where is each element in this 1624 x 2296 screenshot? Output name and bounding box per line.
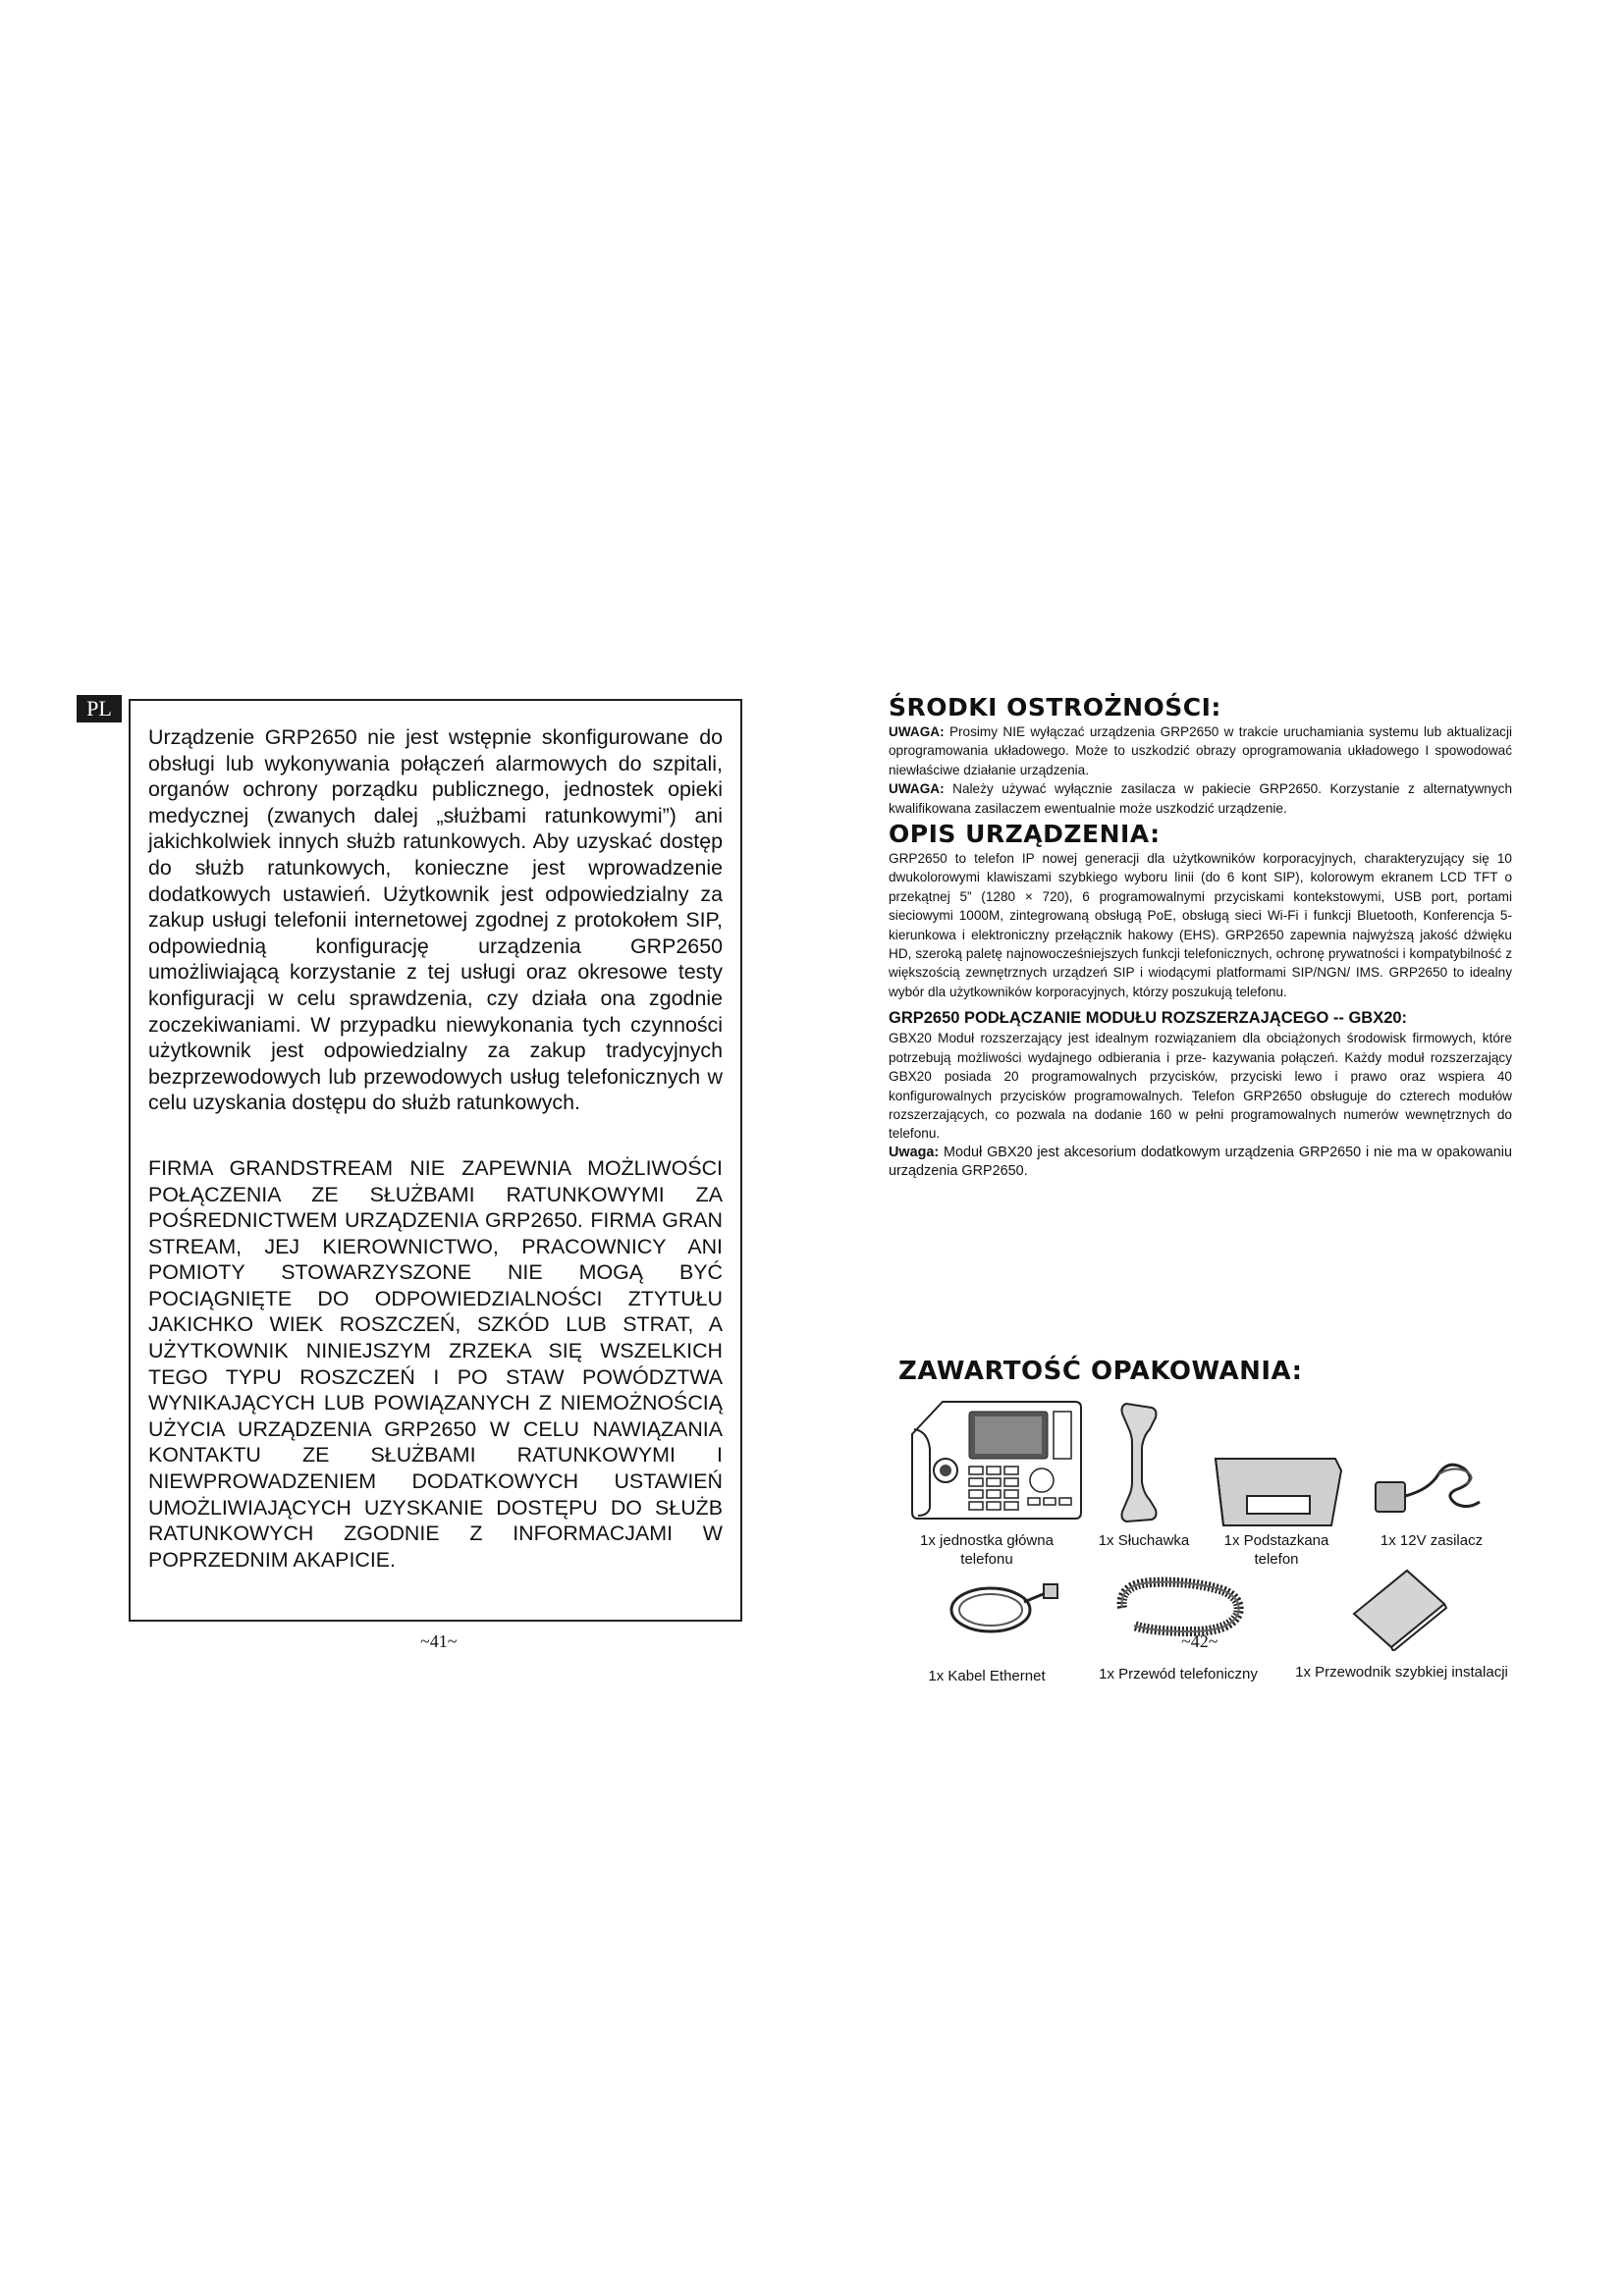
power-adapter-icon: [1370, 1451, 1488, 1525]
device-description-text: GRP2650 to telefon IP nowej generacji dla użytkowników korporacyjnych, charakteryzujący się 10 dwukolorowymi klawiszami szybkiego wyboru linii (do 6 kont SIP), kolorowym ekranem LCD TFT o przekątnej 5” (1280 × 720), 6 programowalnymi przyciskami kontekstowymi, USB port, portami sieciowymi 1000M, zintegrowaną obsługą PoE, obsługą sieci Wi-Fi i funkcji Bluetooth, Konferencja 5-kierunkowa i elektroniczny przełącznik hakowy (EHS). GRP2650 zapewnia najwyższą jakość dźwięku HD, szeroką paletę najnowocześniejszych funkcji telefonicznych, ochronę prywatności i kompatybilność z większością zewnętrznych urządzeń SIP i wiodącymi platformami SIP/NGN/ IMS. GRP2650 to idealny wybór dla użytkowników korporacyjnych, którzy poszukują telefonu.: [889, 851, 1512, 999]
package-item-caption: 1x Kabel Ethernet: [928, 1668, 1046, 1684]
expansion-module-text: GBX20 Moduł rozszerzający jest idealnym rozwiązaniem dla obciążonych środowisk firmowych, które potrzebują możliwości wydajnego odbierania i prze- kazywania połączeń. Każdy moduł rozszerzający GBX20 posiada 20 programowalnych przycisków, przyciski lewo i prawo oraz wspiera 40 konfigurowalnych przycisków programowalnych. Telefon GRP2650 obsługuje do czterech modułów rozszerzających, co pozwala na dodanie 160 w pełni programowalnych numerów wewnętrznych do telefonu.: [889, 1031, 1512, 1142]
package-item-caption: 1x Słuchawka: [1098, 1532, 1190, 1549]
phone-cord-icon: [1112, 1575, 1250, 1639]
package-item-caption: 1x Podstazkana telefon: [1223, 1532, 1329, 1568]
precaution-warning-1: [889, 722, 1512, 779]
expansion-module-title: GRP2650 PODŁĄCZANIE MODUŁU ROZSZERZAJĄCEGO -- GBX20:: [889, 1009, 1408, 1028]
emergency-notice-box: [129, 699, 742, 1622]
phone-unit-icon: [908, 1400, 1085, 1522]
package-item-caption: 1x jednostka główna telefonu: [920, 1532, 1054, 1568]
emergency-notice-paragraph: Urządzenie GRP2650 nie jest wstępnie skonfigurowane do obsługi lub wykonywania połączeń alarmowych do szpitali, organów ochrony porządku publicznego, jednostek opieki medycznej (zwanych dalej „służbami ratunkowymi”) ani jakichkolwiek innych służb ratunkowych. Aby uzyskać dostęp do służb ratunkowych, konieczne jest wprowadzenie dodatkowych ustawień. Użytkownik jest odpowiedzialny za zakup usługi telefonii internetowej zgodnej z protokołem SIP, odpowiednią konfigurację urządzenia GRP2650 umożliwiającą korzystanie z tej usługi oraz okresowe testy konfiguracji w celu sprawdzenia, czy działa ona zgodnie zoczekiwaniami. W przypadku niewykonania tych czynności użytkownik jest odpowiedzialny za zakup tradycyjnych bezprzewodowych lub przewodowych usług telefonicznych w celu uzyskania dostępu do służb ratunkowych.: [148, 725, 723, 1115]
package-contents-title: ZAWARTOŚĆ OPAKOWANIA:: [898, 1357, 1303, 1386]
handset-icon: [1112, 1400, 1167, 1525]
liability-disclaimer-paragraph: FIRMA GRANDSTREAM NIE ZAPEWNIA MOŻLIWOŚCI POŁĄCZENIA ZE SŁUŻBAMI RATUNKOWYMI ZA POŚREDNICTWEM URZĄDZENIA GRP2650. FIRMA GRAN STREAM, JEJ KIEROWNICTWO, PRACOWNICY ANI POMIOTY STOWARZYSZONE NIE MOGĄ BYĆ POCIĄGNIĘTE DO ODPOWIEDZIALNOŚCI ZTYTUŁU JAKICHKO WIEK ROSZCZEŃ, SZKÓD LUB STRAT, A UŻYTKOWNIK NINIEJSZYM ZRZEKA SIĘ WSZELKICH TEGO TYPU ROSZCZEŃ I PO STAW POWÓDZTWA WYNIKAJĄCYCH LUB POWIĄZANYCH Z NIEMOŻNOŚCIĄ UŻYCIA URZĄDZENIA GRP2650 W CELU NAWIĄZANIA KONTAKTU ZE SŁUŻBAMI RATUNKOWYMI I NIEWPROWADZENIEM DODATKOWYCH USTAWIEŃ UMOŻLIWIAJĄCYCH UZYSKANIE DOSTĘPU DO SŁUŻB RATUNKOWYCH ZGODNIE Z INFORMACJAMI W POPRZEDNIM AKAPICIE.: [148, 1155, 723, 1572]
warning-text: Prosimy NIE wyłączać urządzenia GRP2650 w trakcie uruchamiania systemu lub aktualizacji oprogramowania układowego. Może to uszkodzić obrazy oprogramowania układowego I spowodować niewłaściwe działanie urządzenia.: [889, 724, 1512, 777]
phone-stand-icon: [1210, 1453, 1347, 1529]
precaution-warning-2: [889, 779, 1512, 818]
warning-label: UWAGA:: [889, 724, 945, 739]
page-number-left: ~41~: [420, 1631, 458, 1651]
expansion-module-note: [889, 1144, 1512, 1182]
warning-text: Należy używać wyłącznie zasilacza w pakiecie GRP2650. Korzystanie z alternatywnych kwalifikowana zasilaczem ewentualnie może uszkodzić urządzenie.: [889, 781, 1512, 816]
ethernet-cable-icon: [946, 1575, 1063, 1643]
page-number-right: ~42~: [1181, 1631, 1218, 1651]
note-label: Uwaga:: [889, 1144, 940, 1160]
warning-label: UWAGA:: [889, 781, 945, 797]
package-item-caption: 1x 12V zasilacz: [1380, 1532, 1484, 1549]
package-item-caption: 1x Przewód telefoniczny: [1099, 1666, 1258, 1682]
right-page-content: [889, 693, 1512, 1182]
device-description-title: OPIS URZĄDZENIA:: [889, 820, 1161, 849]
package-item-caption: 1x Przewodnik szybkiej instalacji: [1295, 1664, 1508, 1681]
language-tag: PL: [77, 695, 122, 722]
precautions-title: ŚRODKI OSTROŻNOŚCI:: [889, 693, 1221, 721]
quick-guide-icon: [1350, 1567, 1448, 1651]
note-text: Moduł GBX20 jest akcesorium dodatkowym urządzenia GRP2650 i nie ma w opakowaniu urządzenia GRP2650.: [889, 1144, 1512, 1180]
